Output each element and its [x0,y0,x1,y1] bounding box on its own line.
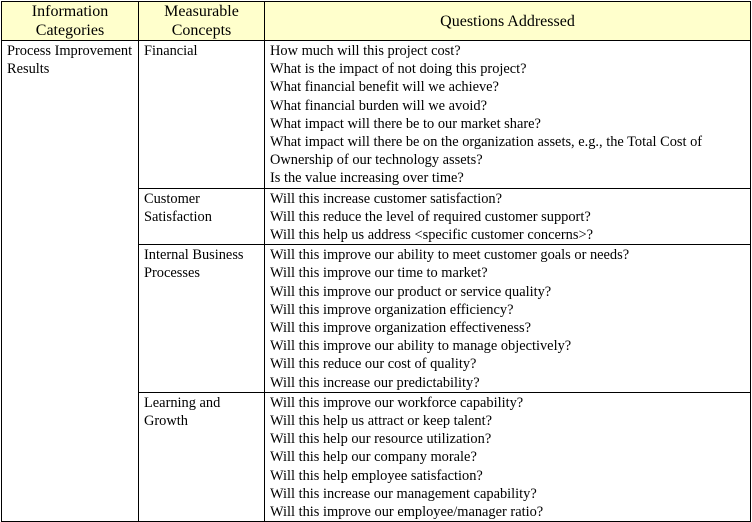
concept-customer-satisfaction: Customer Satisfaction [139,188,265,245]
questions-learning-and-growth [265,392,751,521]
questions-customer-satisfaction [265,188,751,245]
concept-financial: Financial [139,41,265,189]
question-item: What impact will there be on the organization assets, e.g., the Total Cost of Ownership of our technology assets? [270,134,703,169]
question-item: What financial benefit will we achieve? [270,79,499,96]
question-item: Will this increase our predictability? [270,374,480,391]
questions-financial [265,41,751,189]
question-item: Will this reduce our cost of quality? [270,356,477,373]
question-item: Will this improve our ability to meet customer goals or needs? [270,247,630,264]
question-item: Is the value increasing over time? [270,170,464,187]
question-item: What financial burden will we avoid? [270,97,487,114]
header-measurable-concepts: Measurable Concepts [139,2,265,41]
question-item: Will this help our resource utilization? [270,431,492,448]
header-information-categories: Information Categories [2,2,139,41]
question-item: Will this help us attract or keep talent? [270,413,493,430]
question-item: Will this improve organization efficiency? [270,301,514,318]
questions-internal-business-processes [265,245,751,393]
question-item: How much will this project cost? [270,43,461,59]
question-item: What is the impact of not doing this project? [270,61,527,78]
question-item: Will this improve our time to market? [270,265,488,282]
question-item: Will this improve our ability to manage objectively? [270,338,572,355]
concept-internal-business-processes: Internal Business Processes [139,245,265,393]
question-item: Will this help our company morale? [270,449,477,466]
question-item: Will this increase our management capability? [270,485,537,502]
question-item: Will this help us address <specific customer concerns>? [270,227,593,244]
question-item: Will this reduce the level of required customer support? [270,208,591,225]
question-item: Will this improve our employee/manager ratio? [270,504,544,521]
question-item: What impact will there be to our market share? [270,115,541,132]
question-item: Will this help employee satisfaction? [270,467,483,484]
category-cell: Process Improvement Results [2,41,139,522]
information-categories-table [1,1,751,522]
question-item: Will this improve our product or service quality? [270,283,552,300]
concept-learning-and-growth: Learning and Growth [139,392,265,521]
table-row-financial [2,41,751,189]
header-questions-addressed: Questions Addressed [265,2,751,41]
question-item: Will this increase customer satisfaction? [270,190,502,207]
question-item: Will this improve our workforce capability? [270,394,524,411]
question-item: Will this improve organization effectiveness? [270,320,532,337]
table-header-row [2,2,751,41]
